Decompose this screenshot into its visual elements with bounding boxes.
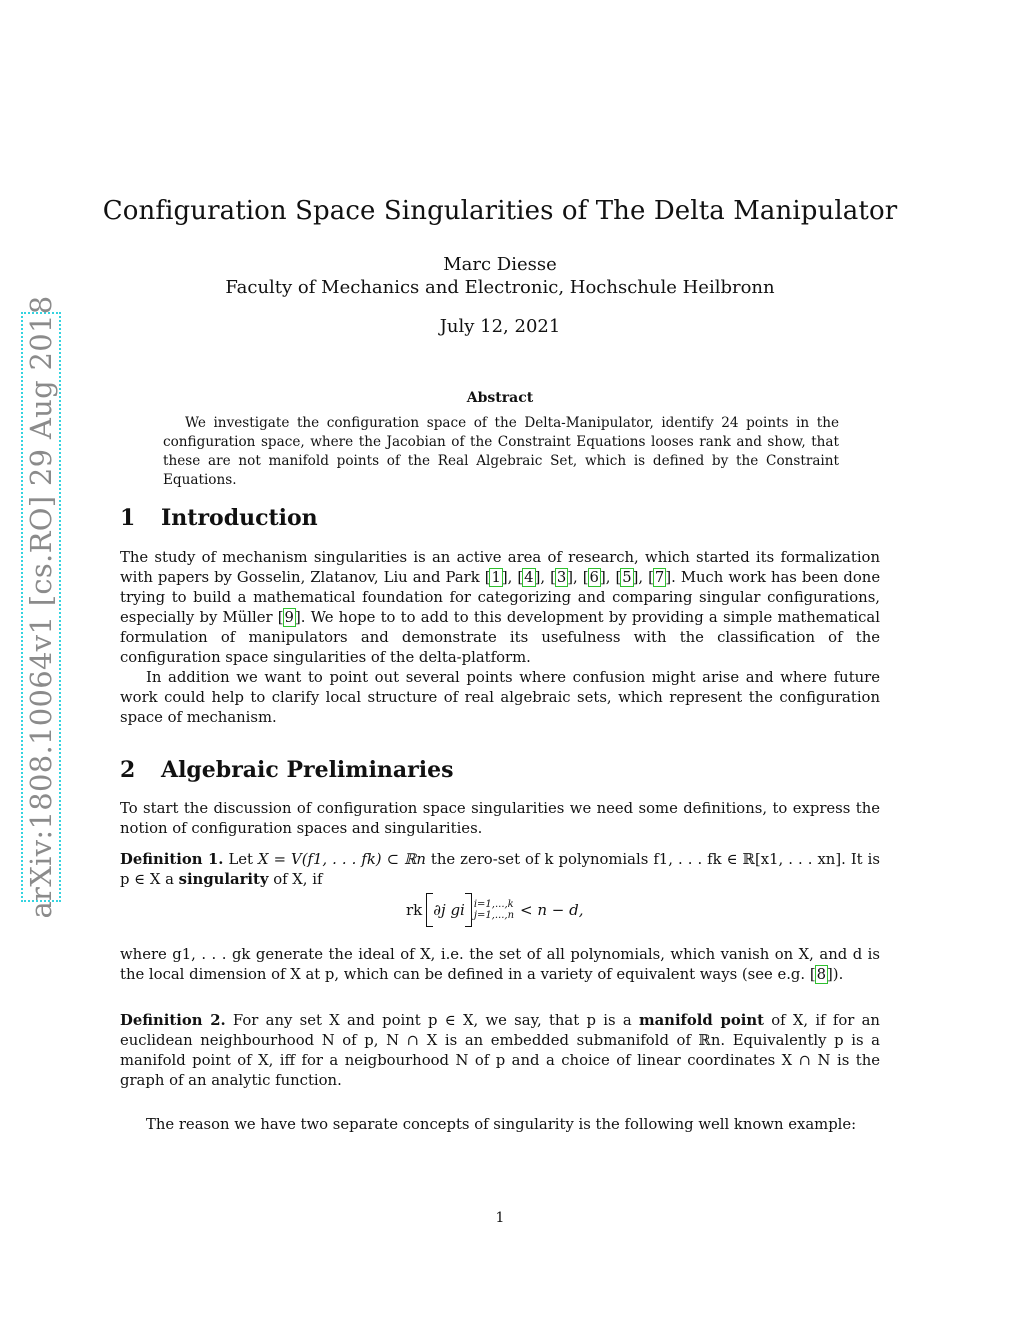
intro-paragraph-1: The study of mechanism singularities is an active area of research, which started its formalization with papers by Gosselin, Zlatanov, Liu and Park [1], [4], [3], [6], [5], [7]. Much work has been done trying to build a mathematical foundation for categorizing and comparing singular configurations, especially by Müller [9]. We hope to to add to this development by providing a simple mathematical formulation of manipulators and demonstrate its usefulness with the classification of the configuration space singularities of the delta-platform. — [120, 549, 881, 666]
definition-term: manifold point — [638, 1012, 764, 1029]
definition-text: of X, if for an euclidean neighbourhood N of p, N ∩ X is an embedded submanifold of ℝn. Equivalently p is a manifold point of X, iff for a neigbourhood N of p and a choice of linear coordinates X ∩ N is the graph of an analytic function. — [120, 1012, 880, 1089]
definition-label: Definition 1. — [120, 851, 224, 868]
formula-sub-j: j=1,...,n — [473, 910, 515, 921]
definition-2 — [120, 1011, 880, 1091]
formula-sub-i: i=1,...,k — [473, 899, 514, 910]
citation-link[interactable]: 4 — [524, 569, 534, 586]
definition-text: where g1, . . . gk generate the ideal of X, i.e. the set of all polynomials, which vanish on X, and d is the local dimension of X at p, which can be defined in a variety of equivalent ways (see e.g. — [120, 946, 880, 983]
definition-text: of X, if — [268, 871, 323, 888]
section-title: Introduction — [161, 505, 318, 531]
citation-link[interactable]: 9 — [284, 609, 294, 626]
intro-text: . We hope to to add to this development by providing a simple mathematical formulation of manipulators and demonstrate its usefulness with the classification of the configuration space singularities of the delta-platform. — [120, 609, 880, 666]
rank-formula — [406, 893, 584, 927]
closing-paragraph: The reason we have two separate concepts of singularity is the following well known example: — [146, 1116, 857, 1133]
definition-text: the zero-set of k polynomials f1, . . . fk ∈ ℝ[x1, . . . xn]. It is p ∈ X a — [120, 851, 880, 888]
formula-rhs: < n − d, — [520, 901, 584, 919]
prelim-paragraph-1: To start the discussion of configuration space singularities we need some definitions, to express the notion of configuration spaces and singularities. — [120, 800, 880, 837]
formula-bracket: ∂j gi — [426, 893, 472, 927]
definition-math: X = V(f1, . . . fk) ⊂ ℝn — [258, 851, 426, 868]
citation-link[interactable]: 5 — [622, 569, 632, 586]
formula-subscripts — [474, 899, 514, 921]
author-name: Marc Diesse — [443, 254, 557, 275]
page-number: 1 — [495, 1210, 505, 1226]
arxiv-stamp-text: arXiv:1808.10064v1 [cs.RO] 29 Aug 2018 — [24, 295, 58, 919]
section-heading-introduction — [120, 505, 318, 531]
intro-text: The study of mechanism singularities is an active area of research, which started its formalization with papers by Gosselin, Zlatanov, Liu and Park — [120, 549, 880, 586]
intro-paragraph-2: In addition we want to point out several points where confusion might arise and where future work could help to clarify local structure of real algebraic sets, which represent the configuration space of mechanism. — [120, 669, 880, 726]
author-affiliation: Faculty of Mechanics and Electronic, Hochschule Heilbronn — [225, 277, 775, 298]
paper-date: July 12, 2021 — [439, 316, 561, 337]
citation-link[interactable]: 6 — [589, 569, 599, 586]
definition-1 — [120, 850, 880, 890]
definition-label: Definition 2. — [120, 1012, 226, 1029]
section-heading-preliminaries — [120, 757, 454, 783]
abstract-heading: Abstract — [466, 390, 534, 406]
section-number: 2 — [120, 757, 136, 783]
citation-link[interactable]: 7 — [654, 569, 665, 586]
section-title: Algebraic Preliminaries — [161, 757, 454, 783]
abstract-text: We investigate the configuration space of the Delta-Manipulator, identify 24 points in the configuration space, where the Jacobian of the Constraint Equations looses rank and show, that these are not manifold points of the Real Algebraic Set, which is defined by the Constraint Equations. — [163, 415, 839, 488]
definition-text: ). — [832, 966, 844, 983]
definition-1-continuation: where g1, . . . gk generate the ideal of X, i.e. the set of all polynomials, which vanish on X, and d is the local dimension of X at p, which can be defined in a variety of equivalent ways (see e.g. [8]). — [120, 946, 880, 983]
intro-text: . Much work has been done trying to build a mathematical foundation for categorizing and comparing singular configurations, especially by Müller — [120, 569, 881, 626]
citation-link[interactable]: 1 — [491, 569, 501, 586]
citation-link[interactable]: 3 — [556, 569, 567, 586]
citation-link[interactable]: 8 — [816, 966, 827, 983]
definition-text: For any set X and point p ∈ X, we say, that p is a — [232, 1012, 639, 1029]
definition-term: singularity — [178, 871, 269, 888]
section-number: 1 — [120, 505, 136, 531]
definition-text: Let — [228, 851, 259, 868]
paper-title: Configuration Space Singularities of The Delta Manipulator — [102, 196, 898, 226]
formula-rk: rk — [406, 901, 423, 919]
